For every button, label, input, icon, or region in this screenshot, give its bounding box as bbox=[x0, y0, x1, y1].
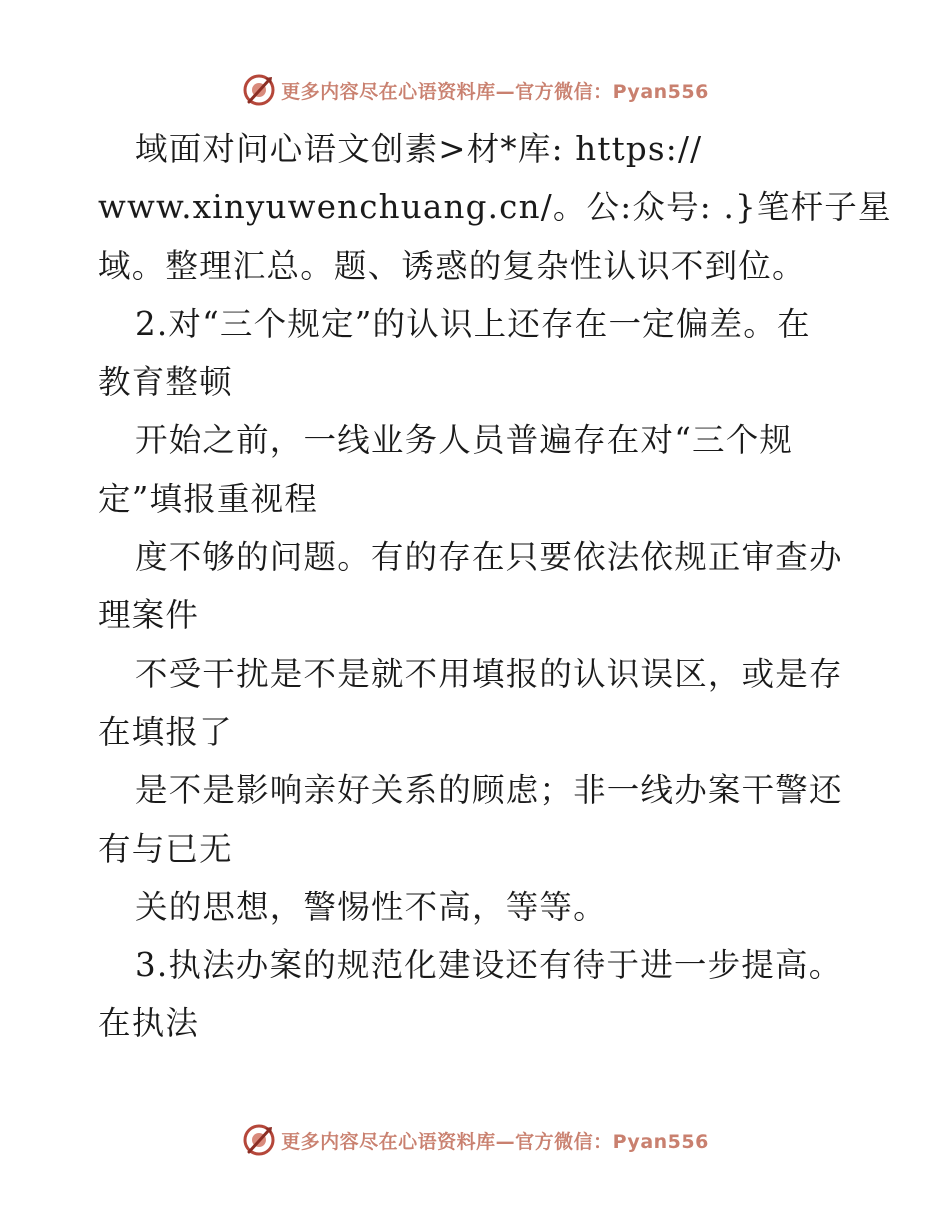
text-line: 在执法 bbox=[98, 1004, 200, 1043]
document-body bbox=[98, 120, 892, 1053]
text-line: 开始之前，一线业务人员普遍存在对“三个规 bbox=[135, 421, 794, 460]
watermark-text: 更多内容尽在心语资料库—官方微信：Pyan556 bbox=[281, 80, 709, 103]
text-line: 域面对问心语文创素>材*库: https:// bbox=[135, 130, 703, 168]
text-line: 2.对“三个规定”的认识上还存在一定偏差。在 bbox=[135, 304, 811, 343]
text-line: 关的思想，警惕性不高，等等。 bbox=[135, 887, 607, 926]
text-line: www.xinyuwenchuang.cn/。公:众号: .}笔杆子星 bbox=[98, 188, 892, 227]
header-watermark bbox=[0, 68, 950, 112]
logo-icon bbox=[241, 72, 277, 108]
text-line: 是不是影响亲好关系的顾虑；非一线办案干警还 bbox=[135, 771, 843, 810]
text-line: 3.执法办案的规范化建设还有待于进一步提高。 bbox=[135, 946, 843, 985]
text-line: 理案件 bbox=[98, 596, 200, 635]
text-line: 不受干扰是不是就不用填报的认识误区，或是存 bbox=[135, 654, 843, 693]
text-line: 定”填报重视程 bbox=[98, 479, 319, 518]
logo-icon bbox=[241, 1122, 277, 1158]
footer-watermark bbox=[0, 1118, 950, 1162]
text-line: 教育整顿 bbox=[98, 363, 233, 402]
text-line: 度不够的问题。有的存在只要依法依规正审查办 bbox=[135, 538, 843, 577]
watermark-text: 更多内容尽在心语资料库—官方微信：Pyan556 bbox=[281, 1130, 709, 1153]
text-line: 在填报了 bbox=[98, 712, 233, 751]
text-line: 有与已无 bbox=[98, 829, 233, 868]
text-line: 域。整理汇总。题、诱惑的复杂性认识不到位。 bbox=[98, 246, 806, 285]
